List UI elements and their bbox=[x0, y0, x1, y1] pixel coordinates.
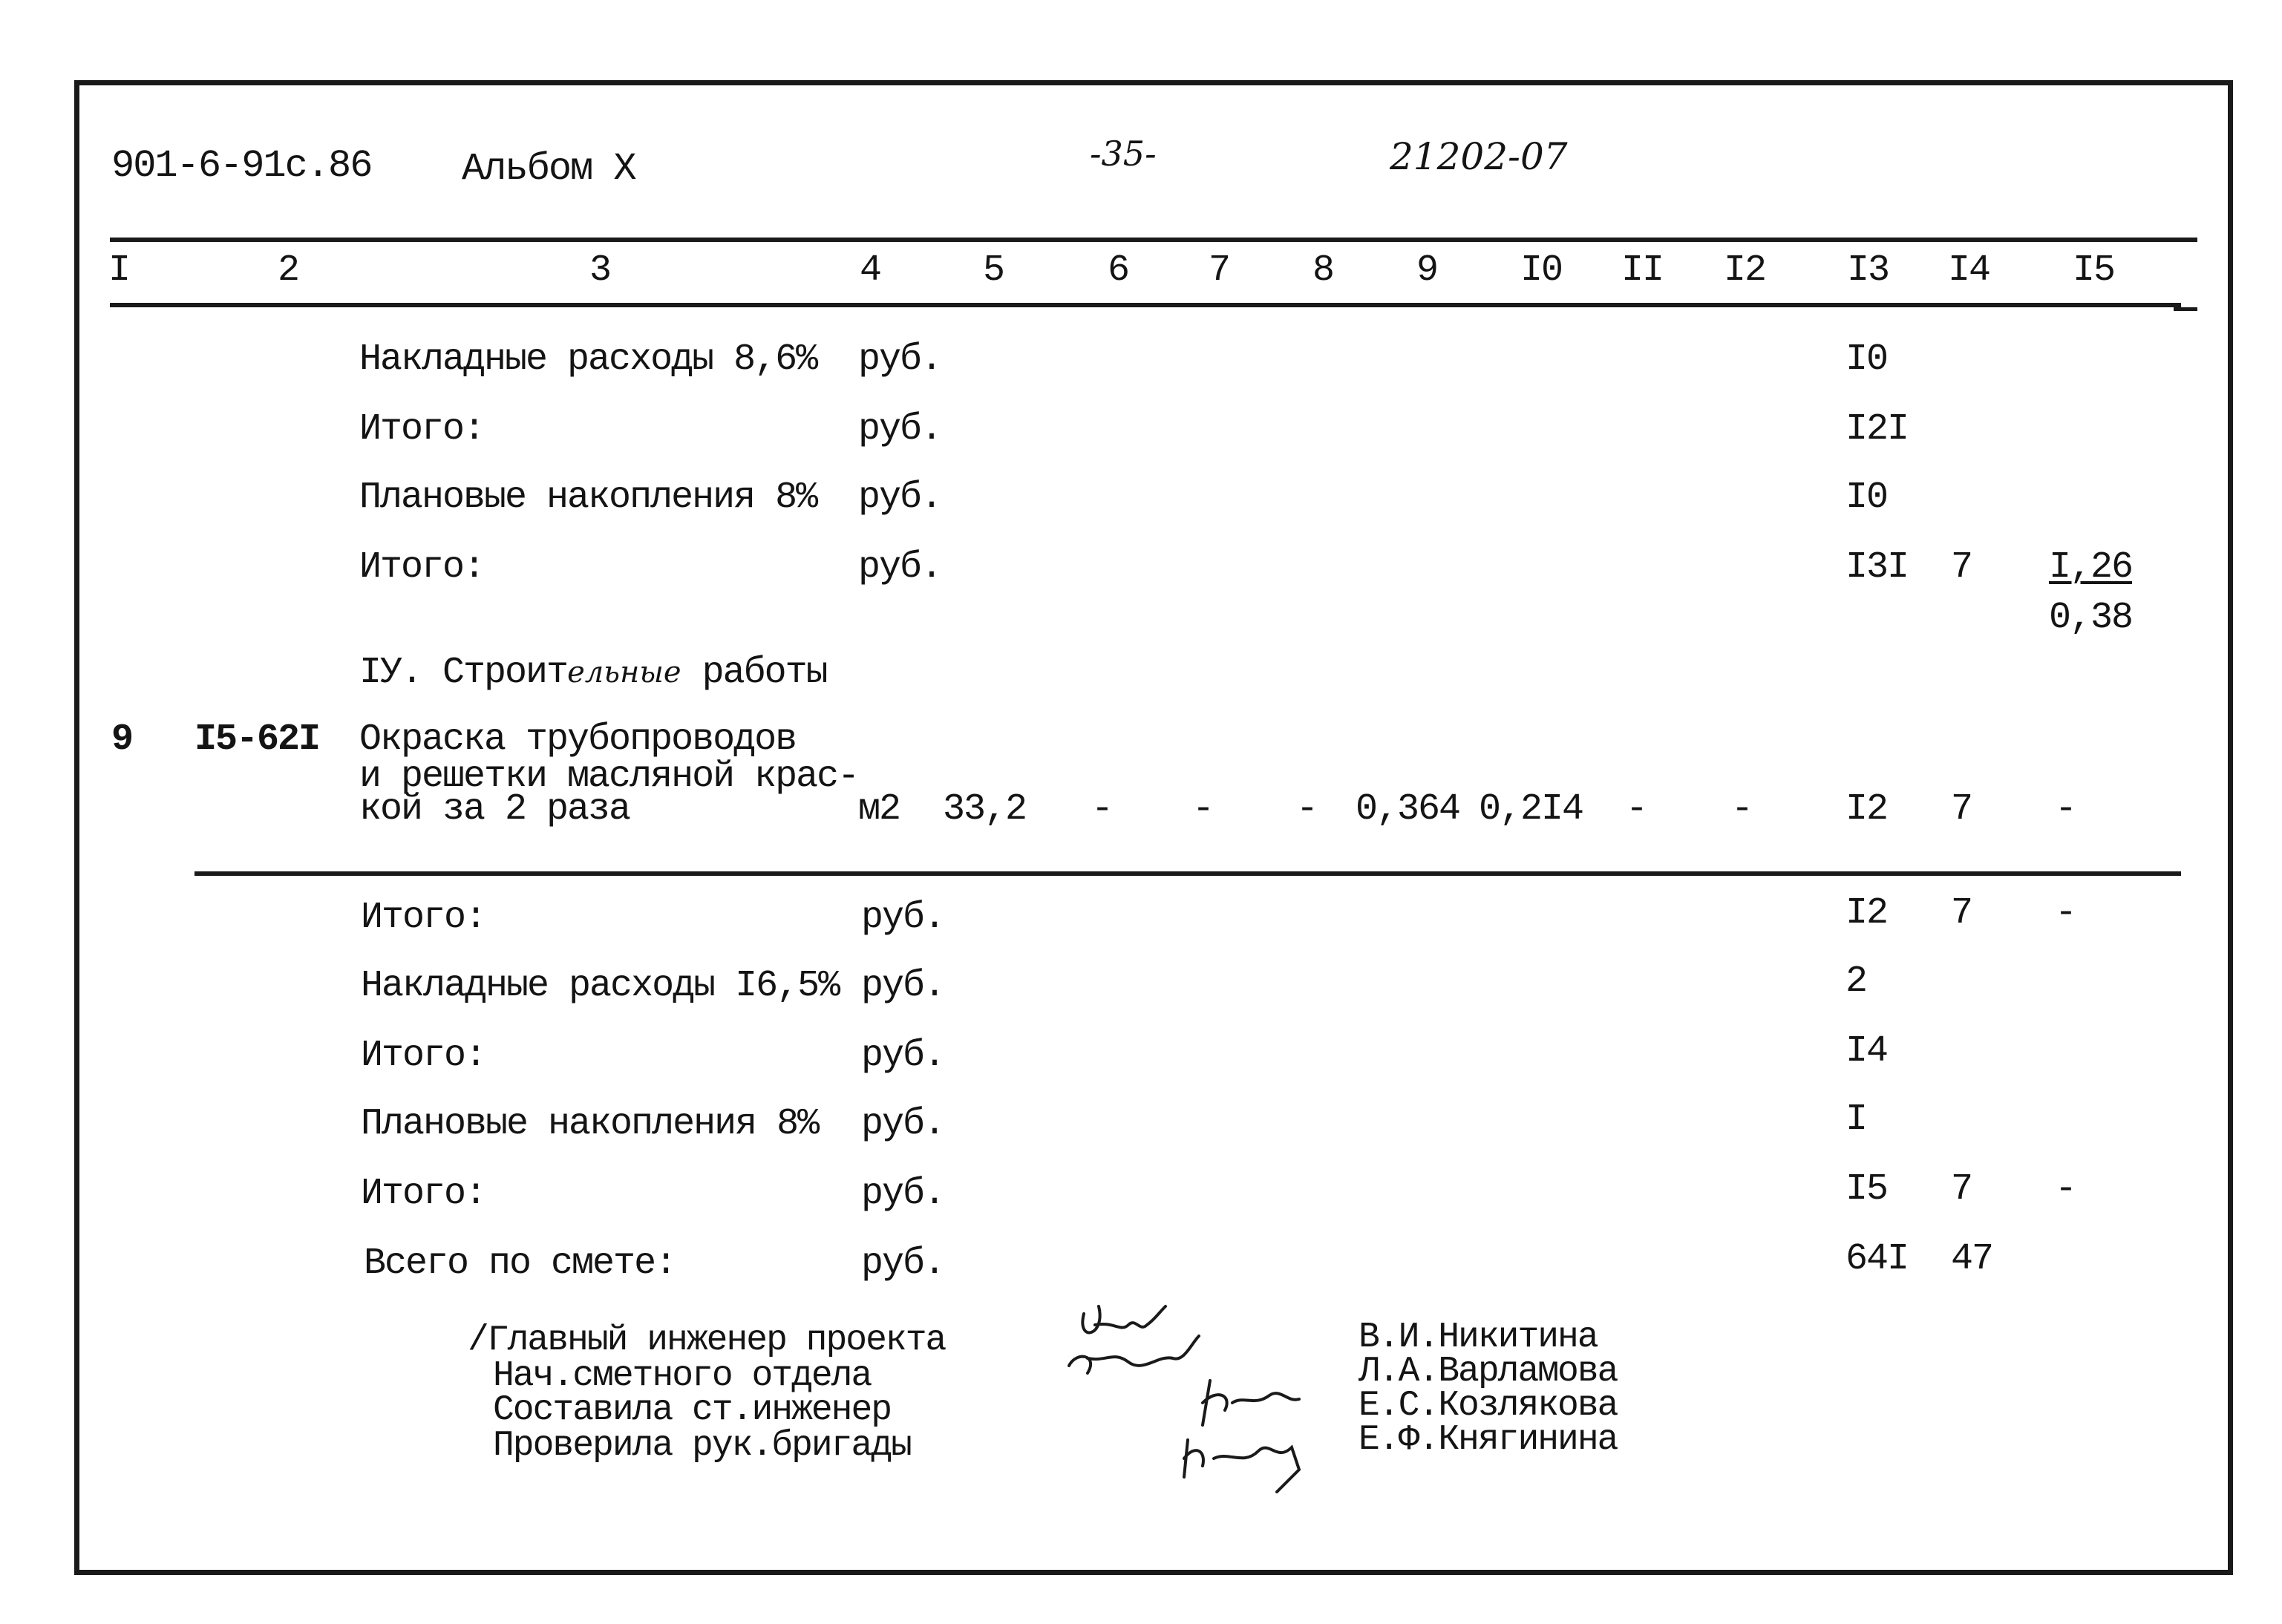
col-num: 4 bbox=[859, 249, 880, 292]
header-bottom-rule-tail bbox=[2174, 307, 2197, 311]
item-desc-line: и решетки масляной крас- bbox=[359, 756, 859, 798]
signatory-name: Е.С.Козлякова bbox=[1359, 1386, 1618, 1426]
row-col14: 7 bbox=[1951, 546, 1972, 589]
signatory-name: В.И.Никитина bbox=[1359, 1317, 1598, 1358]
item-col13: I2 bbox=[1845, 788, 1888, 831]
header-top-rule bbox=[110, 238, 2197, 242]
col-num: II bbox=[1621, 249, 1663, 292]
row-col15: - bbox=[2055, 892, 2076, 934]
handwritten-signatures bbox=[1054, 1291, 1366, 1484]
section-title-part: IУ. Строит bbox=[359, 652, 568, 694]
col-num: 7 bbox=[1208, 249, 1229, 292]
row-col13: I2I bbox=[1845, 408, 1909, 451]
item-col10: 0,2I4 bbox=[1479, 788, 1583, 831]
row-unit: руб. bbox=[861, 1103, 945, 1145]
row-col13: I0 bbox=[1845, 338, 1888, 381]
item-number: 9 bbox=[111, 718, 133, 761]
row-col14: 47 bbox=[1951, 1238, 1993, 1280]
row-name: Итого: bbox=[359, 408, 485, 451]
section-divider-rule bbox=[194, 871, 2181, 876]
row-col13: I0 bbox=[1845, 477, 1888, 519]
item-col6: - bbox=[1091, 788, 1113, 831]
row-unit: руб. bbox=[861, 1035, 945, 1077]
item-col15: - bbox=[2055, 788, 2076, 831]
item-code: I5-62I bbox=[194, 718, 320, 761]
row-unit: руб. bbox=[861, 1173, 945, 1215]
item-col11: - bbox=[1626, 788, 1647, 831]
item-col9: 0,364 bbox=[1356, 788, 1460, 831]
row-unit: руб. bbox=[858, 338, 942, 381]
row-name: Плановые накопления 8% bbox=[359, 477, 817, 519]
col-num: I2 bbox=[1723, 249, 1765, 292]
row-name: Накладные расходы 8,6% bbox=[359, 338, 817, 381]
row-unit: руб. bbox=[861, 965, 945, 1007]
item-desc-line: Окраска трубопроводов bbox=[359, 718, 797, 761]
signatory-name: Л.А.Варламова bbox=[1359, 1352, 1618, 1392]
col-num: 8 bbox=[1312, 249, 1333, 292]
row-col14: 7 bbox=[1951, 892, 1972, 934]
row-unit: руб. bbox=[861, 1242, 945, 1285]
col-num: I3 bbox=[1846, 249, 1889, 292]
col-num: 5 bbox=[982, 249, 1004, 292]
row-name: Итого: bbox=[361, 1035, 486, 1077]
row-col13: I5 bbox=[1845, 1168, 1888, 1211]
col-num: I5 bbox=[2072, 249, 2114, 292]
row-name: Плановые накопления 8% bbox=[361, 1103, 819, 1145]
section-title-handwritten: ельные bbox=[567, 655, 681, 690]
row-name: Итого: bbox=[361, 897, 486, 939]
col-num: 3 bbox=[589, 249, 610, 292]
item-qty: 33,2 bbox=[943, 788, 1027, 831]
row-col13: I bbox=[1845, 1099, 1867, 1141]
row-col15-numerator: I,26 bbox=[2049, 546, 2133, 589]
row-col13: 64I bbox=[1845, 1238, 1909, 1280]
col-num: I bbox=[108, 249, 129, 292]
row-name: Итого: bbox=[361, 1173, 486, 1215]
col-num: 6 bbox=[1107, 249, 1128, 292]
item-col8: - bbox=[1296, 788, 1318, 831]
inventory-number: 21202-07 bbox=[1390, 135, 1568, 178]
item-unit: м2 bbox=[858, 788, 900, 831]
item-col7: - bbox=[1192, 788, 1214, 831]
section-title-part: работы bbox=[681, 652, 827, 694]
signatory-title: Проверила рук.бригады bbox=[493, 1426, 911, 1466]
row-col14: 7 bbox=[1951, 1168, 1972, 1211]
row-unit: руб. bbox=[858, 546, 942, 589]
album-label: Альбом X bbox=[462, 147, 635, 191]
signatory-title: /Главный инженер проекта bbox=[468, 1320, 946, 1361]
section-title bbox=[359, 652, 827, 694]
header-bottom-rule bbox=[110, 303, 2181, 307]
row-col13: I2 bbox=[1845, 892, 1888, 934]
row-name: Накладные расходы I6,5% bbox=[361, 965, 840, 1007]
row-col15-denominator: 0,38 bbox=[2049, 597, 2133, 639]
doc-code: 901-6-91с.86 bbox=[111, 144, 372, 188]
col-num: 9 bbox=[1416, 249, 1437, 292]
row-unit: руб. bbox=[858, 408, 942, 451]
row-name: Всего по смете: bbox=[364, 1242, 676, 1285]
item-desc-line: кой за 2 раза bbox=[359, 788, 630, 831]
col-num: I0 bbox=[1520, 249, 1562, 292]
row-unit: руб. bbox=[861, 897, 945, 939]
signatory-title: Составила ст.инженер bbox=[493, 1390, 892, 1430]
signatory-title: Нач.сметного отдела bbox=[493, 1356, 872, 1396]
col-num: 2 bbox=[277, 249, 298, 292]
item-col12: - bbox=[1731, 788, 1753, 831]
row-col13: I3I bbox=[1845, 546, 1909, 589]
item-col14: 7 bbox=[1951, 788, 1972, 831]
row-col13: 2 bbox=[1845, 960, 1867, 1003]
signatory-name: Е.Ф.Княгинина bbox=[1359, 1420, 1618, 1460]
row-unit: руб. bbox=[858, 477, 942, 519]
page-number: -35- bbox=[1090, 134, 1157, 174]
row-col13: I4 bbox=[1845, 1030, 1888, 1073]
row-col15: - bbox=[2055, 1168, 2076, 1211]
row-name: Итого: bbox=[359, 546, 485, 589]
col-num: I4 bbox=[1947, 249, 1990, 292]
